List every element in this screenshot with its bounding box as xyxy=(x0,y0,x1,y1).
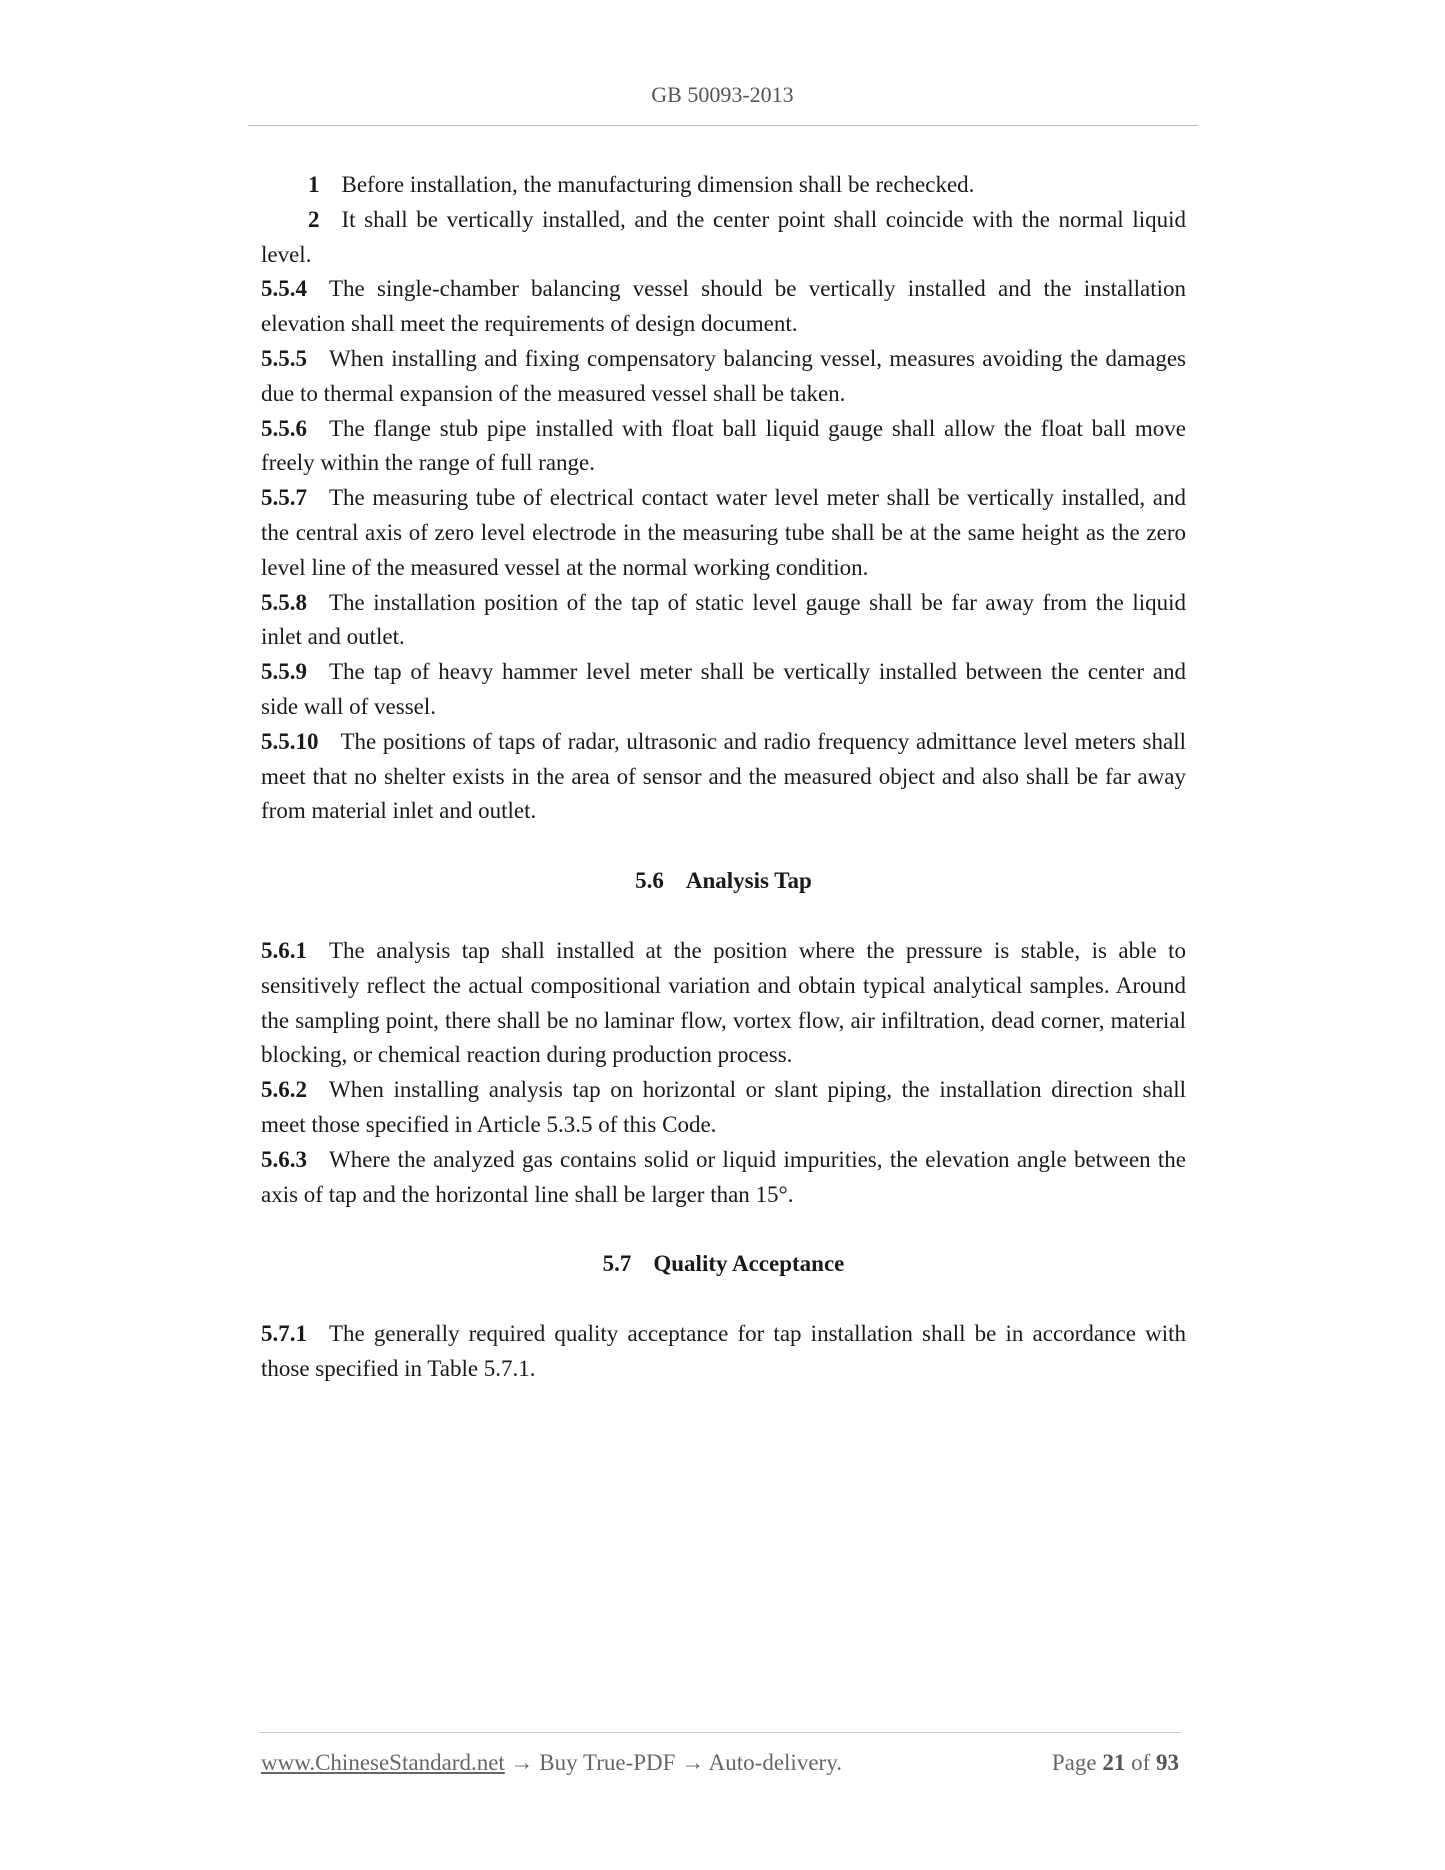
clause-number: 5.7.1 xyxy=(261,1321,307,1347)
clause-text: When installing and fixing compensatory balancing vessel, measures avoiding the damages due to thermal expansion of the measured vessel shall be taken. xyxy=(261,345,1186,406)
clause-number: 5.5.10 xyxy=(261,728,319,754)
arrow-right-icon: → xyxy=(510,1750,534,1775)
clause-text: Where the analyzed gas contains solid or liquid impurities, the elevation angle between the axis of tap and the horizontal line shall be larger than 15°. xyxy=(261,1146,1186,1207)
clause-5-5-10 xyxy=(261,725,1186,829)
clause-text: The generally required quality acceptance for tap installation shall be in accordance with those specified in Table 5.7.1. xyxy=(261,1321,1186,1381)
clause-text: When installing analysis tap on horizontal or slant piping, the installation direction shall meet those specified in Article 5.3.5 of this Code. xyxy=(261,1077,1186,1137)
clause-5-5-9 xyxy=(261,655,1186,725)
clause-text: The flange stub pipe installed with float ball liquid gauge shall allow the float ball move freely within the range of full range. xyxy=(261,415,1186,476)
clause-5-6-1 xyxy=(261,934,1186,1073)
section-heading-5-6 xyxy=(261,864,1186,899)
clause-number: 5.5.7 xyxy=(261,485,307,511)
clause-text: The analysis tap shall installed at the position where the pressure is stable, is able to sensitively reflect the actual compositional variation and obtain typical analytical samples. Around the sampling point, there shall be no laminar flow, vortex flow, air infiltration, dead corner, material blocking, or chemical reaction during production process. xyxy=(261,937,1186,1068)
clause-text: The positions of taps of radar, ultrasonic and radio frequency admittance level meters shall meet that no shelter exists in the area of sensor and the measured object and also shall be far away from material inlet and outlet. xyxy=(261,728,1186,824)
item-text: Before installation, the manufacturing dimension shall be rechecked. xyxy=(341,172,975,197)
clause-5-5-7 xyxy=(261,481,1186,585)
item-text: It shall be vertically installed, and the center point shall coincide with the normal liquid level. xyxy=(261,206,1186,267)
arrow-right-icon: → xyxy=(681,1750,705,1775)
of-label: of xyxy=(1131,1750,1151,1775)
clause-number: 5.6.1 xyxy=(261,937,307,963)
footer-divider xyxy=(258,1732,1181,1733)
clause-text: The tap of heavy hammer level meter shall be vertically installed between the center and side wall of vessel. xyxy=(261,659,1186,719)
footer-promo xyxy=(261,1750,842,1776)
document-body xyxy=(261,168,1186,1387)
clause-5-7-1 xyxy=(261,1317,1186,1387)
clause-number: 5.5.5 xyxy=(261,345,307,371)
page-number xyxy=(1052,1750,1179,1776)
clause-number: 5.5.4 xyxy=(261,276,307,302)
current-page: 21 xyxy=(1102,1750,1126,1775)
clause-5-6-2 xyxy=(261,1073,1186,1143)
buy-link[interactable]: Buy True-PDF xyxy=(539,1750,676,1775)
delivery-text: Auto-delivery. xyxy=(708,1750,842,1775)
header-divider xyxy=(248,125,1198,126)
clause-text: The single-chamber balancing vessel should be vertically installed and the installation elevation shall meet the requirements of design document. xyxy=(261,276,1186,337)
section-title: Quality Acceptance xyxy=(653,1251,845,1277)
clause-text: The installation position of the tap of static level gauge shall be far away from the liquid inlet and outlet. xyxy=(261,589,1186,650)
clause-5-5-5 xyxy=(261,342,1186,412)
item-number: 2 xyxy=(308,206,320,232)
list-item xyxy=(261,203,1186,273)
page-label: Page xyxy=(1051,1750,1097,1775)
section-number: 5.7 xyxy=(602,1251,632,1277)
section-title: Analysis Tap xyxy=(685,868,812,894)
clause-5-5-6 xyxy=(261,412,1186,482)
clause-5-6-3 xyxy=(261,1143,1186,1213)
clause-5-5-4 xyxy=(261,272,1186,342)
section-number: 5.6 xyxy=(635,868,664,894)
clause-number: 5.5.9 xyxy=(261,659,307,685)
clause-number: 5.6.3 xyxy=(261,1146,307,1172)
website-link[interactable]: www.ChineseStandard.net xyxy=(261,1750,505,1775)
section-heading-5-7 xyxy=(261,1247,1186,1282)
clause-number: 5.5.6 xyxy=(261,415,307,441)
clause-number: 5.6.2 xyxy=(261,1077,307,1103)
clause-5-5-8 xyxy=(261,586,1186,656)
page-header-title: GB 50093-2013 xyxy=(651,82,794,107)
list-item xyxy=(261,168,1186,203)
item-number: 1 xyxy=(308,172,320,197)
total-pages: 93 xyxy=(1156,1750,1179,1775)
clause-text: The measuring tube of electrical contact water level meter shall be vertically installed, and the central axis of zero level electrode in the measuring tube shall be at the same height as the zero level line of the measured vessel at the normal working condition. xyxy=(261,485,1186,580)
clause-number: 5.5.8 xyxy=(261,589,307,615)
